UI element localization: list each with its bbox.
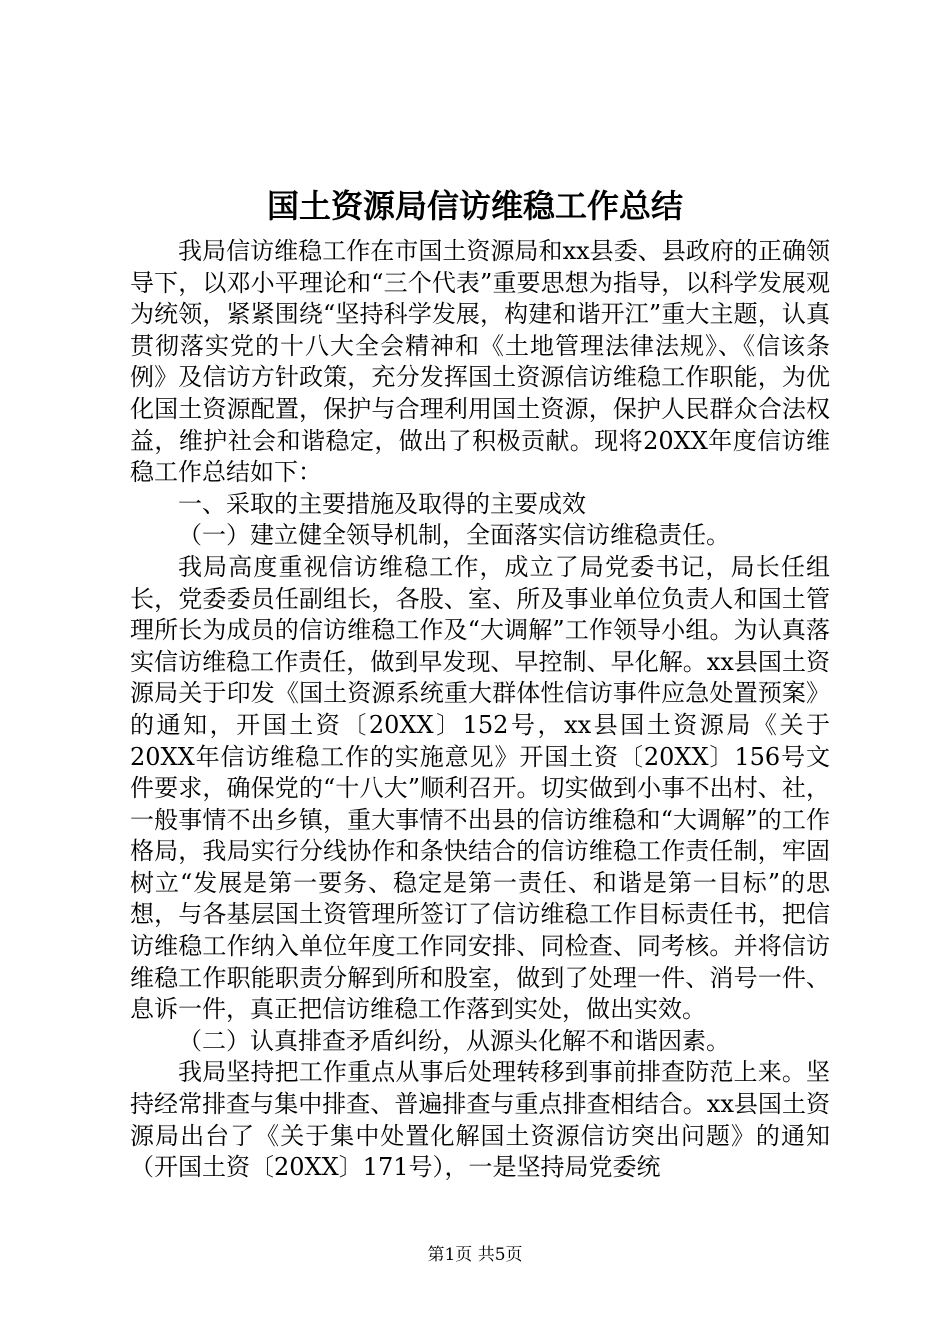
page-footer: 第1页 共5页 [427, 1245, 523, 1265]
paragraph-intro: 我局信访维稳工作在市国土资源局和xx县委、县政府的正确领导下，以邓小平理论和“三个代表”重要思想为指导，以科学发展观为统领，紧紧围绕“坚持科学发展，构建和谐开江”重大主题，认真贯彻落实党的十八大全会精神和《土地管理法律法规》、《信该条例》及信访方针政策，充分发挥国土资源信访维稳工作职能，为优化国土资源配置，保护与合理利用国土资源，保护人民群众合法权益，维护社会和谐稳定，做出了积极贡献。现将20XX年度信访维稳工作总结如下： [130, 237, 830, 487]
subsection-heading-1: （一）建立健全领导机制，全面落实信访维稳责任。 [178, 521, 730, 550]
section-heading-1: 一、采取的主要措施及取得的主要成效 [178, 489, 586, 518]
document-title: 国土资源局信访维稳工作总结 [266, 187, 683, 225]
paragraph-leadership: 我局高度重视信访维稳工作，成立了局党委书记，局长任组长，党委委员任副组长，各股、室、所及事业单位负责人和国土管理所长为成员的信访维稳工作及“大调解”工作领导小组。为认真落实信访维稳工作责任，做到早发现、早控制、早化解。xx县国土资源局关于印发《国土资源系统重大群体性信访事件应急处置预案》的通知，开国土资〔20XX〕152号，xx县国土资源局《关于20XX年信访维稳工作的实施意见》开国土资〔20XX〕156号文件要求，确保党的“十八大”顺利召开。切实做到小事不出村、社，一般事情不出乡镇，重大事情不出县的信访维稳和“大调解”的工作格局，我局实行分线协作和条快结合的信访维稳工作责任制，牢固树立“发展是第一要务、稳定是第一责任、和谐是第一目标”的思想，与各基层国土资管理所签订了信访维稳工作目标责任书，把信访维稳工作纳入单位年度工作同安排、同检查、同考核。并将信访维稳工作职能职责分解到所和股室，做到了处理一件、消号一件、息诉一件，真正把信访维稳工作落到实处，做出实效。 [130, 552, 830, 1024]
document-body [130, 236, 830, 1184]
paragraph-investigation: 我局坚持把工作重点从事后处理转移到事前排查防范上来。坚持经常排查与集中排查、普遍排查与重点排查相结合。xx县国土资源局出台了《关于集中处置化解国土资源信访突出问题》的通知（开国土资〔20XX〕171号），一是坚持局党委统 [130, 1058, 830, 1182]
subsection-heading-2: （二）认真排查矛盾纠纷，从源头化解不和谐因素。 [178, 1026, 730, 1055]
